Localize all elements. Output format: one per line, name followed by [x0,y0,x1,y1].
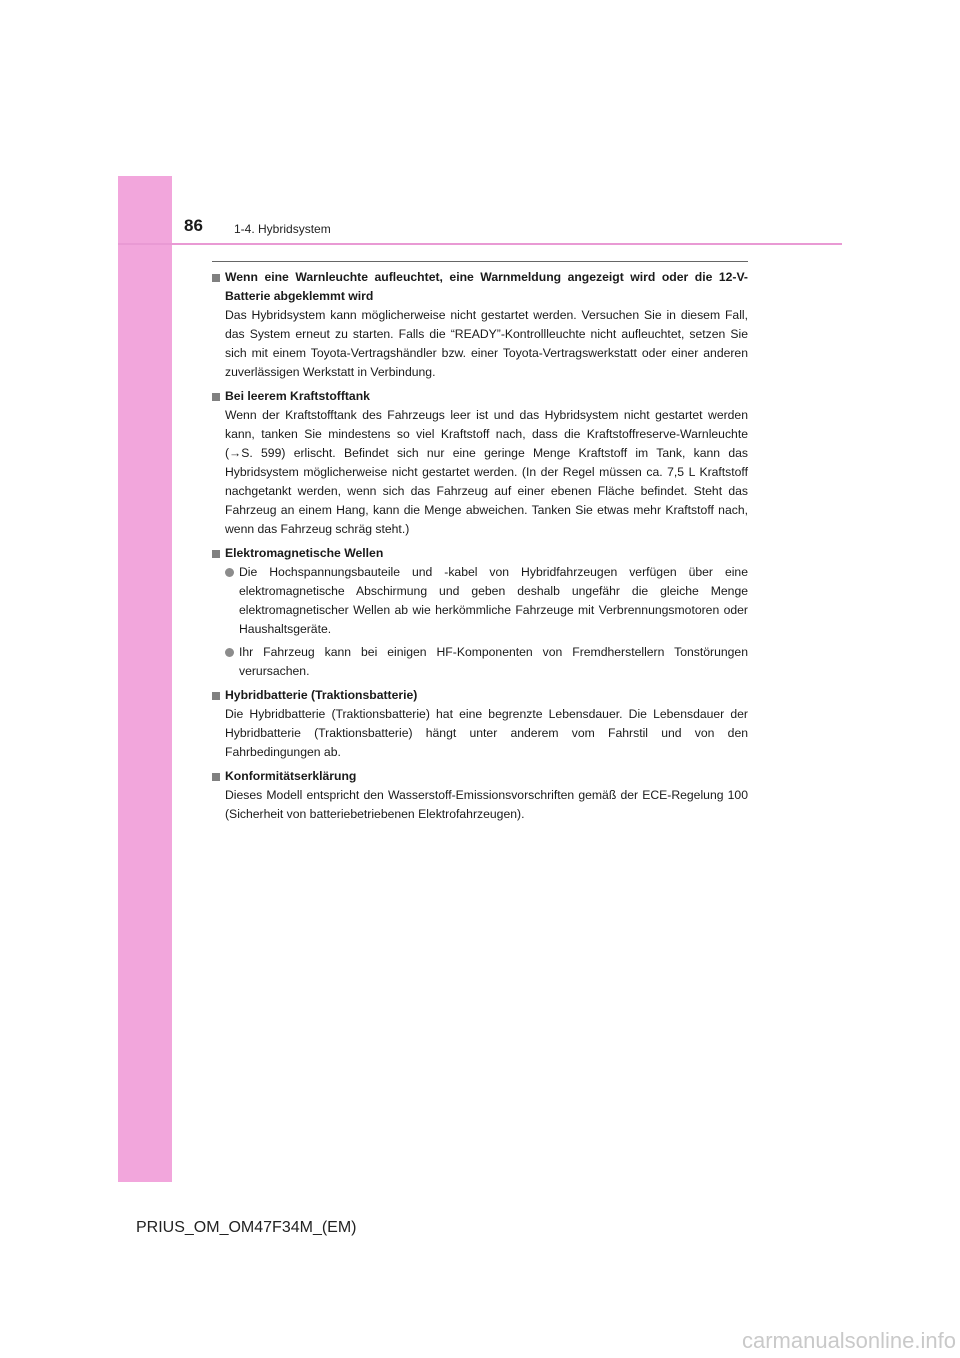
section-conformity [212,767,748,824]
section-body: Wenn der Kraftstofftank des Fahrzeugs leer ist und das Hybridsystem nicht gestartet werden kann, tanken Sie mindestens so viel Kraftstoff nach, dass die Kraftstoffreserve-Warnleuchte (→S. 599) erlischt. Befindet sich nur eine geringe Menge Kraftstoff im Tank, kann das Hybridsystem möglicherweise nicht gestartet werden. (In der Regel müssen ca. 7,5 L Kraftstoff nachgetankt werden, wenn sich das Fahrzeug auf einer ebenen Fläche befindet. Steht das Fahrzeug an einem Hang, kann die Menge abweichen. Tanken Sie etwas mehr Kraftstoff nach, wenn das Fahrzeug schräg steht.) [225,408,748,536]
header-rule [118,243,842,245]
section-heading: Konformitätserklärung [225,769,357,783]
square-bullet-icon [212,692,220,700]
section-heading: Elektromagnetische Wellen [225,546,384,560]
page-number: 86 [184,216,203,235]
square-bullet-icon [212,274,220,282]
section-heading: Wenn eine Warnleuchte aufleuchtet, eine Warnmeldung angezeigt wird oder die 12-V-Batterie abgeklemmt wird [225,270,748,303]
circle-bullet-icon [225,568,234,577]
document-code: PRIUS_OM_OM47F34M_(EM) [136,1219,357,1236]
content-rule [212,261,748,262]
square-bullet-icon [212,393,220,401]
section-body: Die Hybridbatterie (Traktionsbatterie) hat eine begrenzte Lebensdauer. Die Lebensdauer der Hybridbatterie (Traktionsbatterie) hängt unter anderem vom Fahrstil und von den Fahrbedingungen ab. [225,707,748,759]
section-body: Dieses Modell entspricht den Wasserstoff-Emissionsvorschriften gemäß der ECE-Regelung 100 (Sicherheit von batteriebetriebenen Elektrofahrzeugen). [225,788,748,821]
bullet-item: Ihr Fahrzeug kann bei einigen HF-Komponenten von Fremdherstellern Tonstörungen verursachen. [212,643,748,681]
section-body: Das Hybridsystem kann möglicherweise nicht gestartet werden. Versuchen Sie in diesem Fall, das System erneut zu starten. Falls die “READY”-Kontrollleuchte nicht aufleuchtet, setzen Sie sich mit einem Toyota-Vertragshändler bzw. einer Toyota-Vertragswerkstatt oder einer anderen zuverlässigen Werkstatt in Verbindung. [225,308,748,379]
section-electromagnetic-waves [212,544,748,681]
side-color-band [118,176,172,1182]
circle-bullet-icon [225,648,234,657]
square-bullet-icon [212,550,220,558]
square-bullet-icon [212,773,220,781]
section-warning-light [212,268,748,382]
section-title: 1-4. Hybridsystem [234,222,331,236]
section-heading: Bei leerem Kraftstofftank [225,389,370,403]
watermark: carmanualsonline.info [741,1328,956,1353]
bullet-item: Die Hochspannungsbauteile und -kabel von Hybridfahrzeugen verfügen über eine elektromagnetische Abschirmung und geben deshalb ungefähr die gleiche Menge elektromagnetischer Wellen ab wie herkömmliche Fahrzeuge mit Verbrennungsmotoren oder Haushaltsgeräte. [212,563,748,639]
section-hybrid-battery [212,686,748,762]
section-empty-tank [212,387,748,539]
content-area [212,268,748,829]
section-heading: Hybridbatterie (Traktionsbatterie) [225,688,418,702]
